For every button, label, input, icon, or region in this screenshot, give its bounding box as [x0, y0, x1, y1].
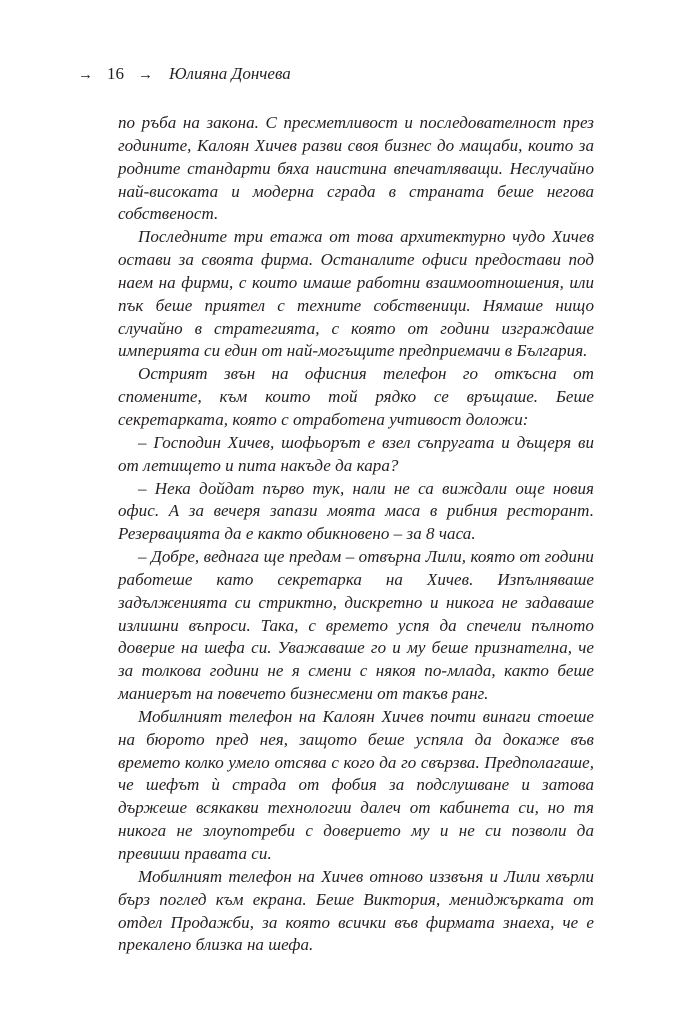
- arrow-right-icon: →: [78, 67, 93, 83]
- paragraph: – Нека дойдат първо тук, нали не са виждали още новия офис. А за вечеря запази моята маса в рибния ресторант. Резервацията да е както обикновено – за 8 часа.: [118, 478, 594, 544]
- running-header: [78, 64, 291, 85]
- paragraph: Мобилният телефон на Калоян Хичев почти винаги стоеше на бюрото пред нея, защото беше успяла да докаже във времето колко умело отсява с кого да го свързва. Предполагаше, че шефът ѝ страда от фобия за подслушване и затова държеше всякакви технологии далеч от кабинета си, но тя никога не злоупотреби с доверието му и не си позволи да превиши правата си.: [118, 706, 594, 863]
- paragraph: – Добре, веднага ще предам – отвърна Лили, която от години работеше като секретарка на Хичев. Изпълняваше задълженията си стриктно, дискретно и никога не задаваше излишни въпроси. Така, с времето успя да спечели пълното доверие на шефа си. Уважаваше го и му беше признателна, че за толкова години не я смени с някоя по-млада, както беше маниерът на повечето бизнесмени от такъв ранг.: [118, 547, 594, 704]
- paragraph: Острият звън на офисния телефон го откъсна от спомените, към които той рядко се връщаше. Беше секретарката, която с отработена учтивост доложи:: [118, 364, 594, 429]
- body-text: [118, 112, 594, 957]
- paragraph: – Господин Хичев, шофьорът е взел съпругата и дъщеря ви от летището и пита накъде да кара?: [118, 432, 594, 475]
- author-name: Юлияна Дончева: [169, 64, 291, 83]
- paragraph: Мобилният телефон на Хичев отново иззвъня и Лили хвърли бърз поглед към екрана. Беше Виктория, мениджърката от отдел Продажби, за която всички във фирмата знаеха, че е прекалено близка на шефа.: [118, 866, 594, 955]
- paragraph: Последните три етажа от това архитектурно чудо Хичев остави за своята фирма. Останалите офиси предостави под наем на фирми, с които имаше работни взаимоотношения, или пък беше приятел с техните собственици. Нямаше нищо случайно в стратегията, с която от години изграждаше империята си един от най-могъщите предприемачи в България.: [118, 227, 594, 361]
- arrow-right-icon: →: [138, 67, 153, 83]
- page-number: 16: [107, 64, 124, 83]
- paragraph: по ръба на закона. С пресметливост и последователност през годините, Калоян Хичев разви своя бизнес до мащаби, които за родните стандарти бяха наистина впечатляващи. Неслучайно най-високата и модерна сграда в страната беше негова собственост.: [118, 113, 594, 224]
